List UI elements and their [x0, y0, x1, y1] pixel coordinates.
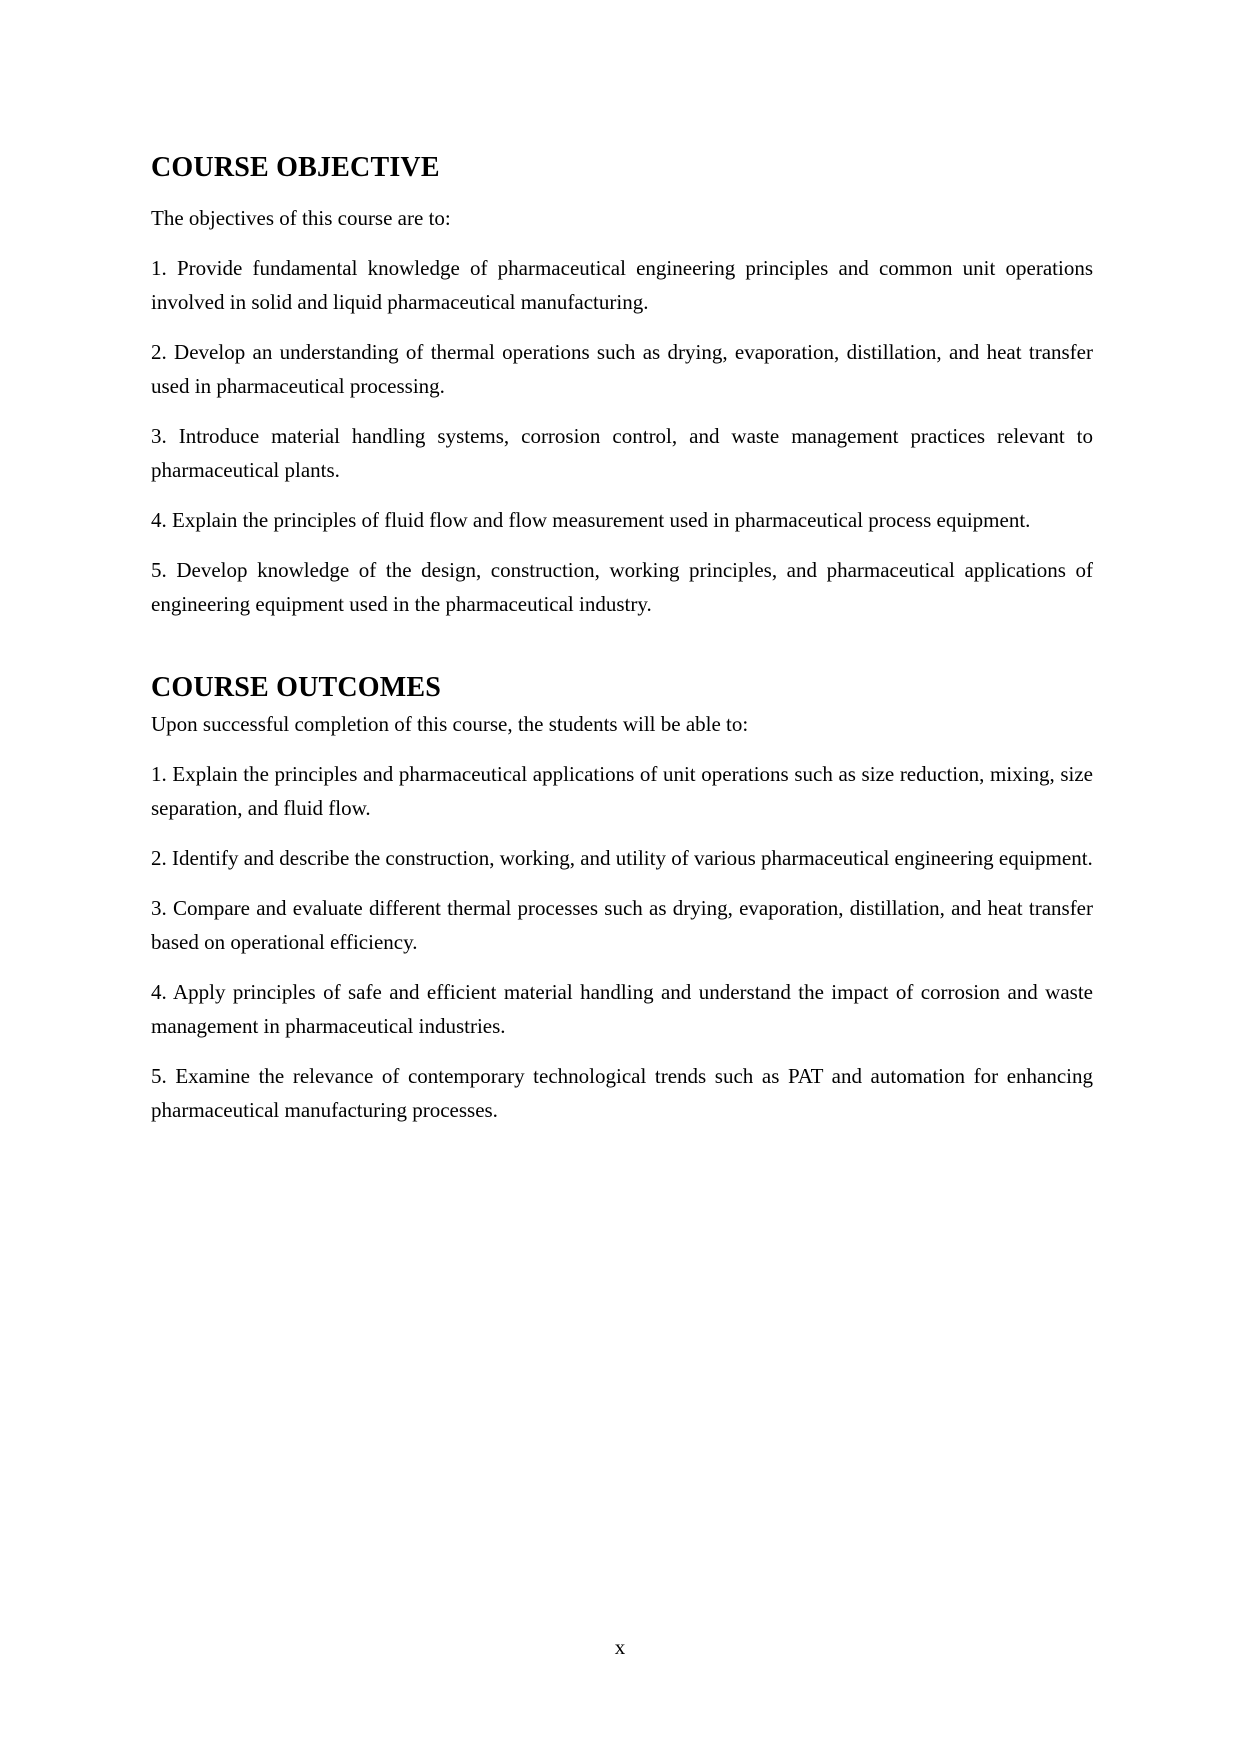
course-outcomes-list	[151, 757, 1093, 1127]
course-outcomes-intro: Upon successful completion of this course, the students will be able to:	[151, 712, 749, 736]
course-outcomes-section	[151, 671, 1093, 1127]
outcome-item-5: 5. Examine the relevance of contemporary technological trends such as PAT and automation for enhancing pharmaceutical manufacturing processes.	[151, 1064, 1093, 1122]
objective-item-1: 1. Provide fundamental knowledge of pharmaceutical engineering principles and common unit operations involved in solid and liquid pharmaceutical manufacturing.	[151, 256, 1093, 314]
course-objective-intro: The objectives of this course are to:	[151, 206, 451, 230]
outcome-item-2: 2. Identify and describe the construction, working, and utility of various pharmaceutical engineering equipment.	[151, 846, 1093, 870]
document-page	[151, 148, 1093, 1127]
outcome-item-4: 4. Apply principles of safe and efficient material handling and understand the impact of corrosion and waste management in pharmaceutical industries.	[151, 980, 1093, 1038]
page-number: x	[614, 1635, 626, 1659]
course-objective-list	[151, 251, 1093, 621]
outcome-item-3: 3. Compare and evaluate different thermal processes such as drying, evaporation, distillation, and heat transfer based on operational efficiency.	[151, 896, 1093, 954]
course-outcomes-heading: COURSE OUTCOMES	[151, 672, 442, 703]
course-objective-section	[151, 151, 1093, 621]
outcome-item-1: 1. Explain the principles and pharmaceutical applications of unit operations such as size reduction, mixing, size separation, and fluid flow.	[151, 762, 1093, 820]
course-objective-heading: COURSE OBJECTIVE	[151, 152, 440, 183]
objective-item-4: 4. Explain the principles of fluid flow and flow measurement used in pharmaceutical process equipment.	[151, 508, 1031, 532]
objective-item-2: 2. Develop an understanding of thermal operations such as drying, evaporation, distillation, and heat transfer used in pharmaceutical processing.	[151, 340, 1093, 398]
objective-item-5: 5. Develop knowledge of the design, construction, working principles, and pharmaceutical applications of engineering equipment used in the pharmaceutical industry.	[151, 558, 1093, 616]
objective-item-3: 3. Introduce material handling systems, corrosion control, and waste management practices relevant to pharmaceutical plants.	[151, 424, 1093, 482]
